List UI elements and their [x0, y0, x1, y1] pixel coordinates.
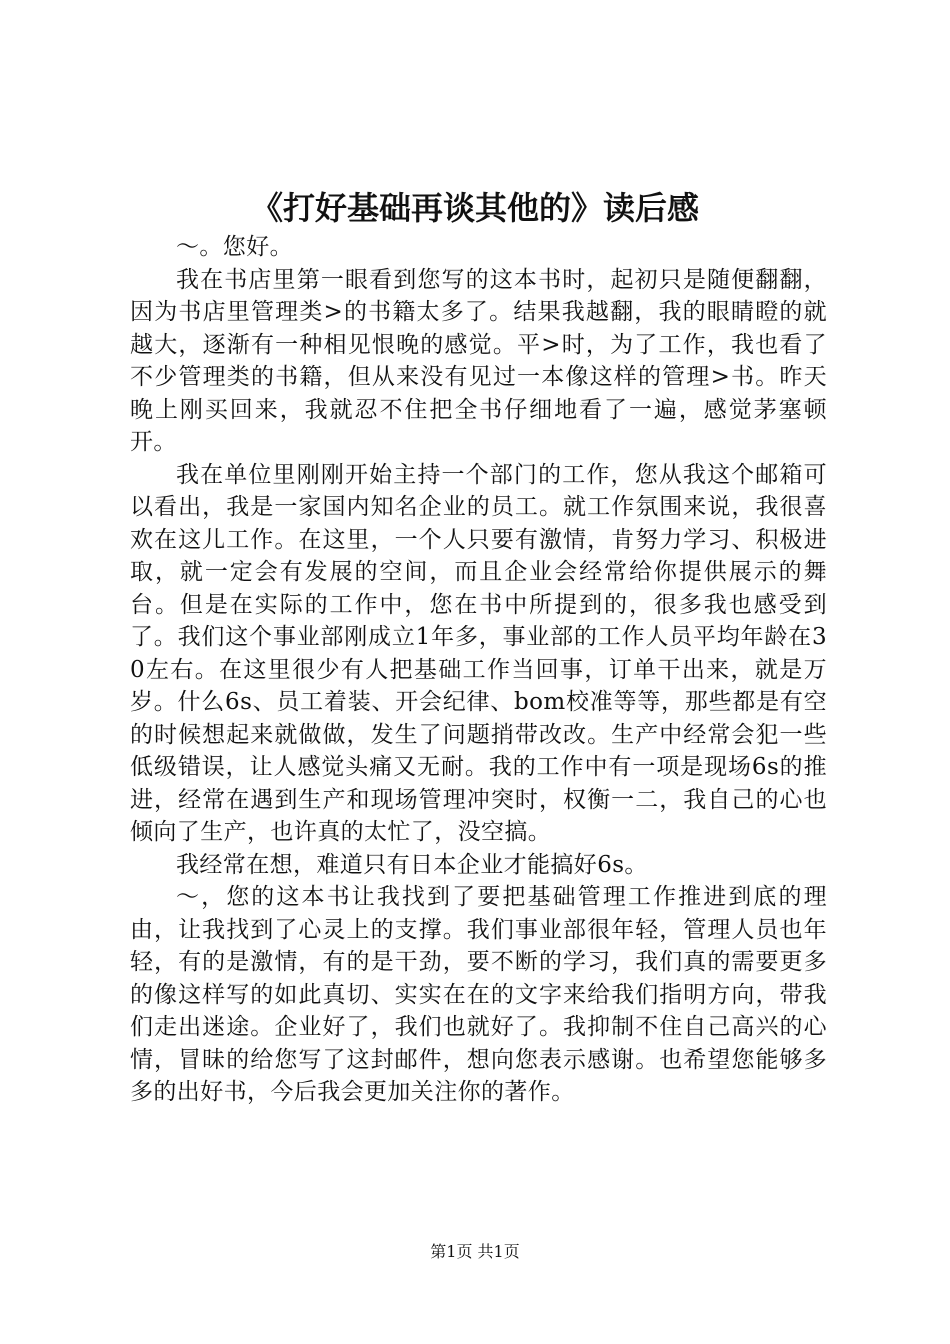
document-title: 《打好基础再谈其他的》读后感: [250, 189, 699, 227]
document-body: [130, 231, 827, 1109]
page-footer: 第1页 共1页: [430, 1242, 520, 1261]
paragraph-question: 我经常在想，难道只有日本企业才能搞好6s。: [176, 851, 648, 878]
paragraph-thanks: ～，您的这本书让我找到了要把基础管理工作推进到底的理由，让我找到了心灵上的支撑。我们事业部很年轻，管理人员也年轻，有的是激情，有的是干劲，要不断的学习，我们真的需要更多的像这样写的如此真切、实实在在的文字来给我们指明方向，带我们走出迷途。企业好了，我们也就好了。我抑制不住自己高兴的心情，冒昧的给您写了这封邮件，想向您表示感谢。也希望您能够多多的出好书，今后我会更加关注你的著作。: [130, 884, 827, 1105]
paragraph-bookstore: 我在书店里第一眼看到您写的这本书时，起初只是随便翻翻，因为书店里管理类>的书籍太多了。结果我越翻，我的眼睛瞪的就越大，逐渐有一种相见恨晚的感觉。平>时，为了工作，我也看了不少管理类的书籍，但从来没有见过一本像这样的管理>书。昨天晚上刚买回来，我就忍不住把全书仔细地看了一遍，感觉茅塞顿开。: [130, 266, 827, 455]
paragraph-greeting: ～。您好。: [176, 234, 293, 260]
paragraph-workplace: 我在单位里刚刚开始主持一个部门的工作，您从我这个邮箱可以看出，我是一家国内知名企业的员工。就工作氛围来说，我很喜欢在这儿工作。在这里，一个人只要有激情，肯努力学习、积极进取，就一定会有发展的空间，而且企业会经常给你提供展示的舞台。但是在实际的工作中，您在书中所提到的，很多我也感受到了。我们这个事业部刚成立1年多，事业部的工作人员平均年龄在30左右。在这里很少有人把基础工作当回事，订单干出来，就是万岁。什么6s、员工着装、开会纪律、bom校准等等，那些都是有空的时候想起来就做做，发生了问题捎带改改。生产中经常会犯一些低级错误，让人感觉头痛又无耐。我的工作中有一项是现场6s的推进，经常在遇到生产和现场管理冲突时，权衡一二，我自己的心也倾向了生产，也许真的太忙了，没空搞。: [130, 461, 827, 845]
